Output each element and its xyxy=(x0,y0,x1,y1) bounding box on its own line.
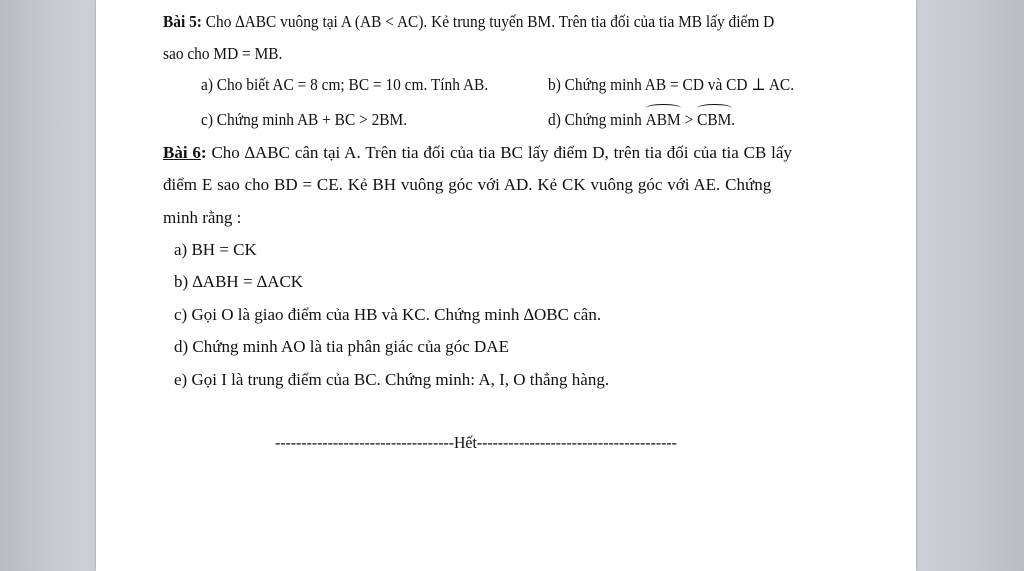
bai6-item-b-text: b) ∆ABH = ∆ACK xyxy=(174,272,304,291)
bai6-line-1 xyxy=(163,143,792,163)
bai6-item-d-text: d) Chứng minh AO là tia phân giác của góc DAE xyxy=(174,337,509,356)
bai5-line-2 xyxy=(163,44,282,64)
bai5-item-b xyxy=(548,75,794,95)
bai6-text-1: Cho ∆ABC cân tại A. Trên tia đối của tia BC lấy điểm D, trên tia đối của tia CB lấy xyxy=(206,143,792,162)
bai5-text-1: Cho ∆ABC vuông tại A (AB < AC). Kẻ trung tuyến BM. Trên tia đối của tia MB lấy điểm D xyxy=(205,12,775,31)
bai6-item-d xyxy=(174,337,509,357)
bai5-item-c-text: c) Chứng minh AB + BC > 2BM. xyxy=(201,110,408,129)
bai5-item-c xyxy=(201,110,407,130)
bai6-item-a-text: a) BH = CK xyxy=(174,240,257,259)
bai5-line-1 xyxy=(163,12,774,32)
bai6-text-3: minh rằng : xyxy=(163,208,242,227)
bai5-item-a xyxy=(201,75,488,95)
end-marker xyxy=(275,433,677,453)
bai6-item-c-text: c) Gọi O là giao điểm của HB và KC. Chứng minh ∆OBC cân. xyxy=(174,305,602,324)
bai5-item-a-text: a) Cho biết AC = 8 cm; BC = 10 cm. Tính AB. xyxy=(201,75,489,94)
end-marker-text: ----------------------------------Hết-------------------------------------- xyxy=(275,433,677,452)
bai5-item-d-end: . xyxy=(731,110,736,129)
angle-cbm: CBM xyxy=(697,110,732,129)
bai6-text-2: điểm E sao cho BD = CE. Kẻ BH vuông góc với AD. Kẻ CK vuông góc với AE. Chứng xyxy=(163,175,772,194)
bai5-item-b-text: b) Chứng minh AB = CD và CD ⊥ AC. xyxy=(548,75,795,94)
bai6-item-e-text: e) Gọi I là trung điểm của BC. Chứng minh: A, I, O thẳng hàng. xyxy=(174,370,610,389)
bai6-line-2 xyxy=(163,175,771,195)
bai6-heading-colon: : xyxy=(200,143,207,162)
bai6-line-3 xyxy=(163,208,241,228)
document-page xyxy=(96,0,916,571)
bai5-item-d-op: > xyxy=(680,110,698,129)
bai6-item-e xyxy=(174,370,609,390)
angle-abm: ABM xyxy=(645,110,681,129)
bai5-text-2: sao cho MD = MB. xyxy=(163,44,283,63)
window-background-right xyxy=(916,0,1024,571)
bai6-item-a xyxy=(174,240,257,260)
bai5-item-d xyxy=(548,110,735,130)
bai5-heading: Bài 5: xyxy=(163,12,202,31)
bai6-item-b xyxy=(174,272,303,292)
bai6-item-c xyxy=(174,305,601,325)
bai5-item-d-prefix: d) Chứng minh xyxy=(548,110,646,129)
bai6-heading: Bài 6 xyxy=(163,143,201,162)
